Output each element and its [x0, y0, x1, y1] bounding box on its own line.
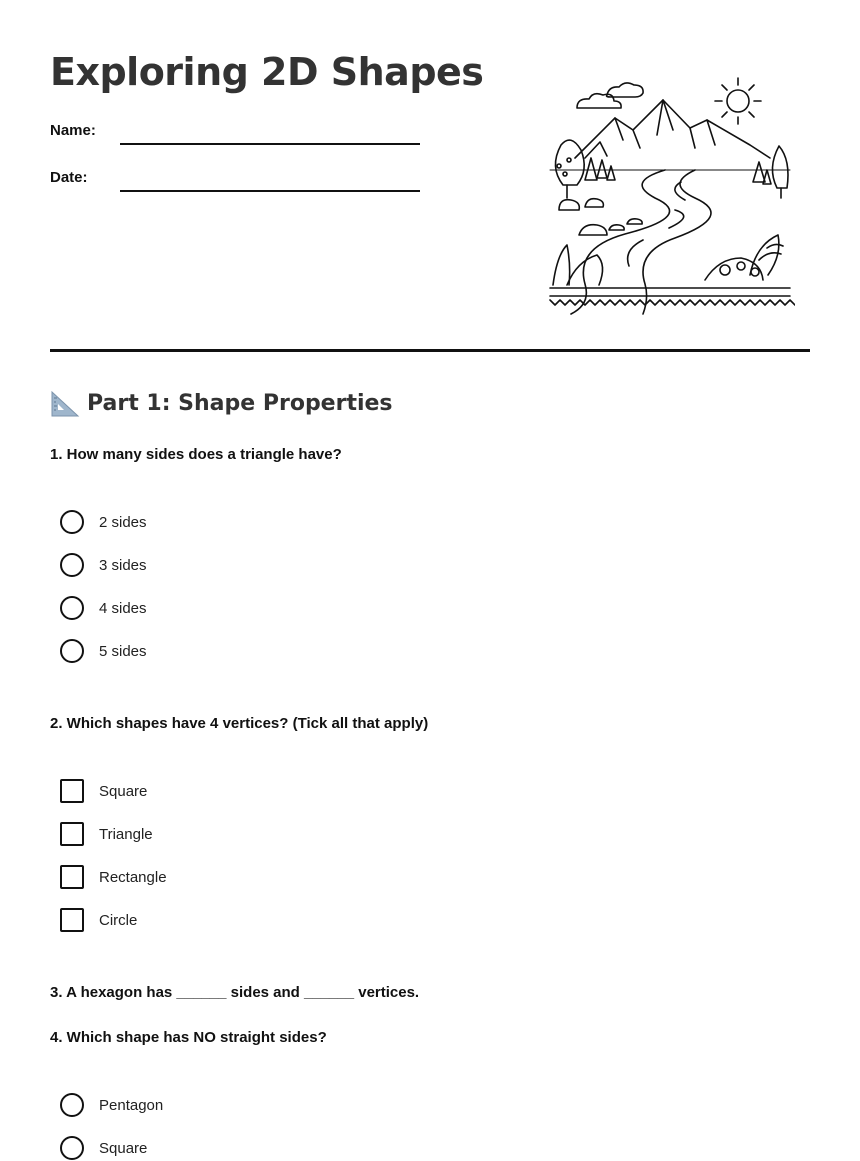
q4-option-1[interactable]	[60, 1092, 163, 1118]
question-2: 2. Which shapes have 4 vertices? (Tick all that apply)	[50, 715, 429, 732]
option-label: Circle	[99, 911, 138, 929]
cloud-icon	[577, 94, 621, 108]
option-label: Square	[99, 782, 148, 800]
question-1: 1. How many sides does a triangle have?	[50, 446, 342, 463]
question-4: 4. Which shape has NO straight sides?	[50, 1029, 327, 1046]
name-label: Name:	[50, 122, 96, 139]
option-label: Square	[99, 1139, 148, 1157]
rocks	[559, 199, 642, 235]
checkbox[interactable]	[60, 908, 84, 932]
radio-button[interactable]	[60, 639, 84, 663]
q2-option-4[interactable]	[60, 907, 137, 933]
radio-button[interactable]	[60, 596, 84, 620]
checkbox[interactable]	[60, 779, 84, 803]
foliage-foreground	[553, 235, 783, 285]
option-label: 5 sides	[99, 642, 147, 660]
section-header	[50, 388, 393, 418]
trees-right	[753, 146, 788, 198]
q2-option-3[interactable]	[60, 864, 167, 890]
sun-icon	[715, 78, 761, 124]
option-label: 2 sides	[99, 513, 147, 531]
option-label: 4 sides	[99, 599, 147, 617]
set-square-ruler-icon	[50, 388, 80, 418]
q4-option-2[interactable]	[60, 1135, 147, 1161]
date-label: Date:	[50, 169, 88, 186]
landscape-illustration	[545, 70, 795, 315]
worksheet-title: Exploring 2D Shapes	[50, 50, 484, 94]
q2-option-2[interactable]	[60, 821, 153, 847]
q2-option-1[interactable]	[60, 778, 147, 804]
q1-option-1[interactable]	[60, 509, 147, 535]
q1-option-2[interactable]	[60, 552, 147, 578]
option-label: Triangle	[99, 825, 153, 843]
radio-button[interactable]	[60, 553, 84, 577]
q1-option-4[interactable]	[60, 638, 147, 664]
checkbox[interactable]	[60, 822, 84, 846]
name-field[interactable]	[120, 143, 420, 145]
option-label: 3 sides	[99, 556, 147, 574]
option-label: Pentagon	[99, 1096, 164, 1114]
option-label: Rectangle	[99, 868, 167, 886]
radio-button[interactable]	[60, 1136, 84, 1160]
radio-button[interactable]	[60, 510, 84, 534]
checkbox[interactable]	[60, 865, 84, 889]
date-field[interactable]	[120, 190, 420, 192]
river	[571, 170, 711, 314]
radio-button[interactable]	[60, 1093, 84, 1117]
q1-option-3[interactable]	[60, 595, 147, 621]
section-title: Part 1: Shape Properties	[87, 390, 393, 416]
question-3: 3. A hexagon has ______ sides and ______ vertices.	[50, 984, 420, 1001]
header-divider	[50, 349, 810, 352]
